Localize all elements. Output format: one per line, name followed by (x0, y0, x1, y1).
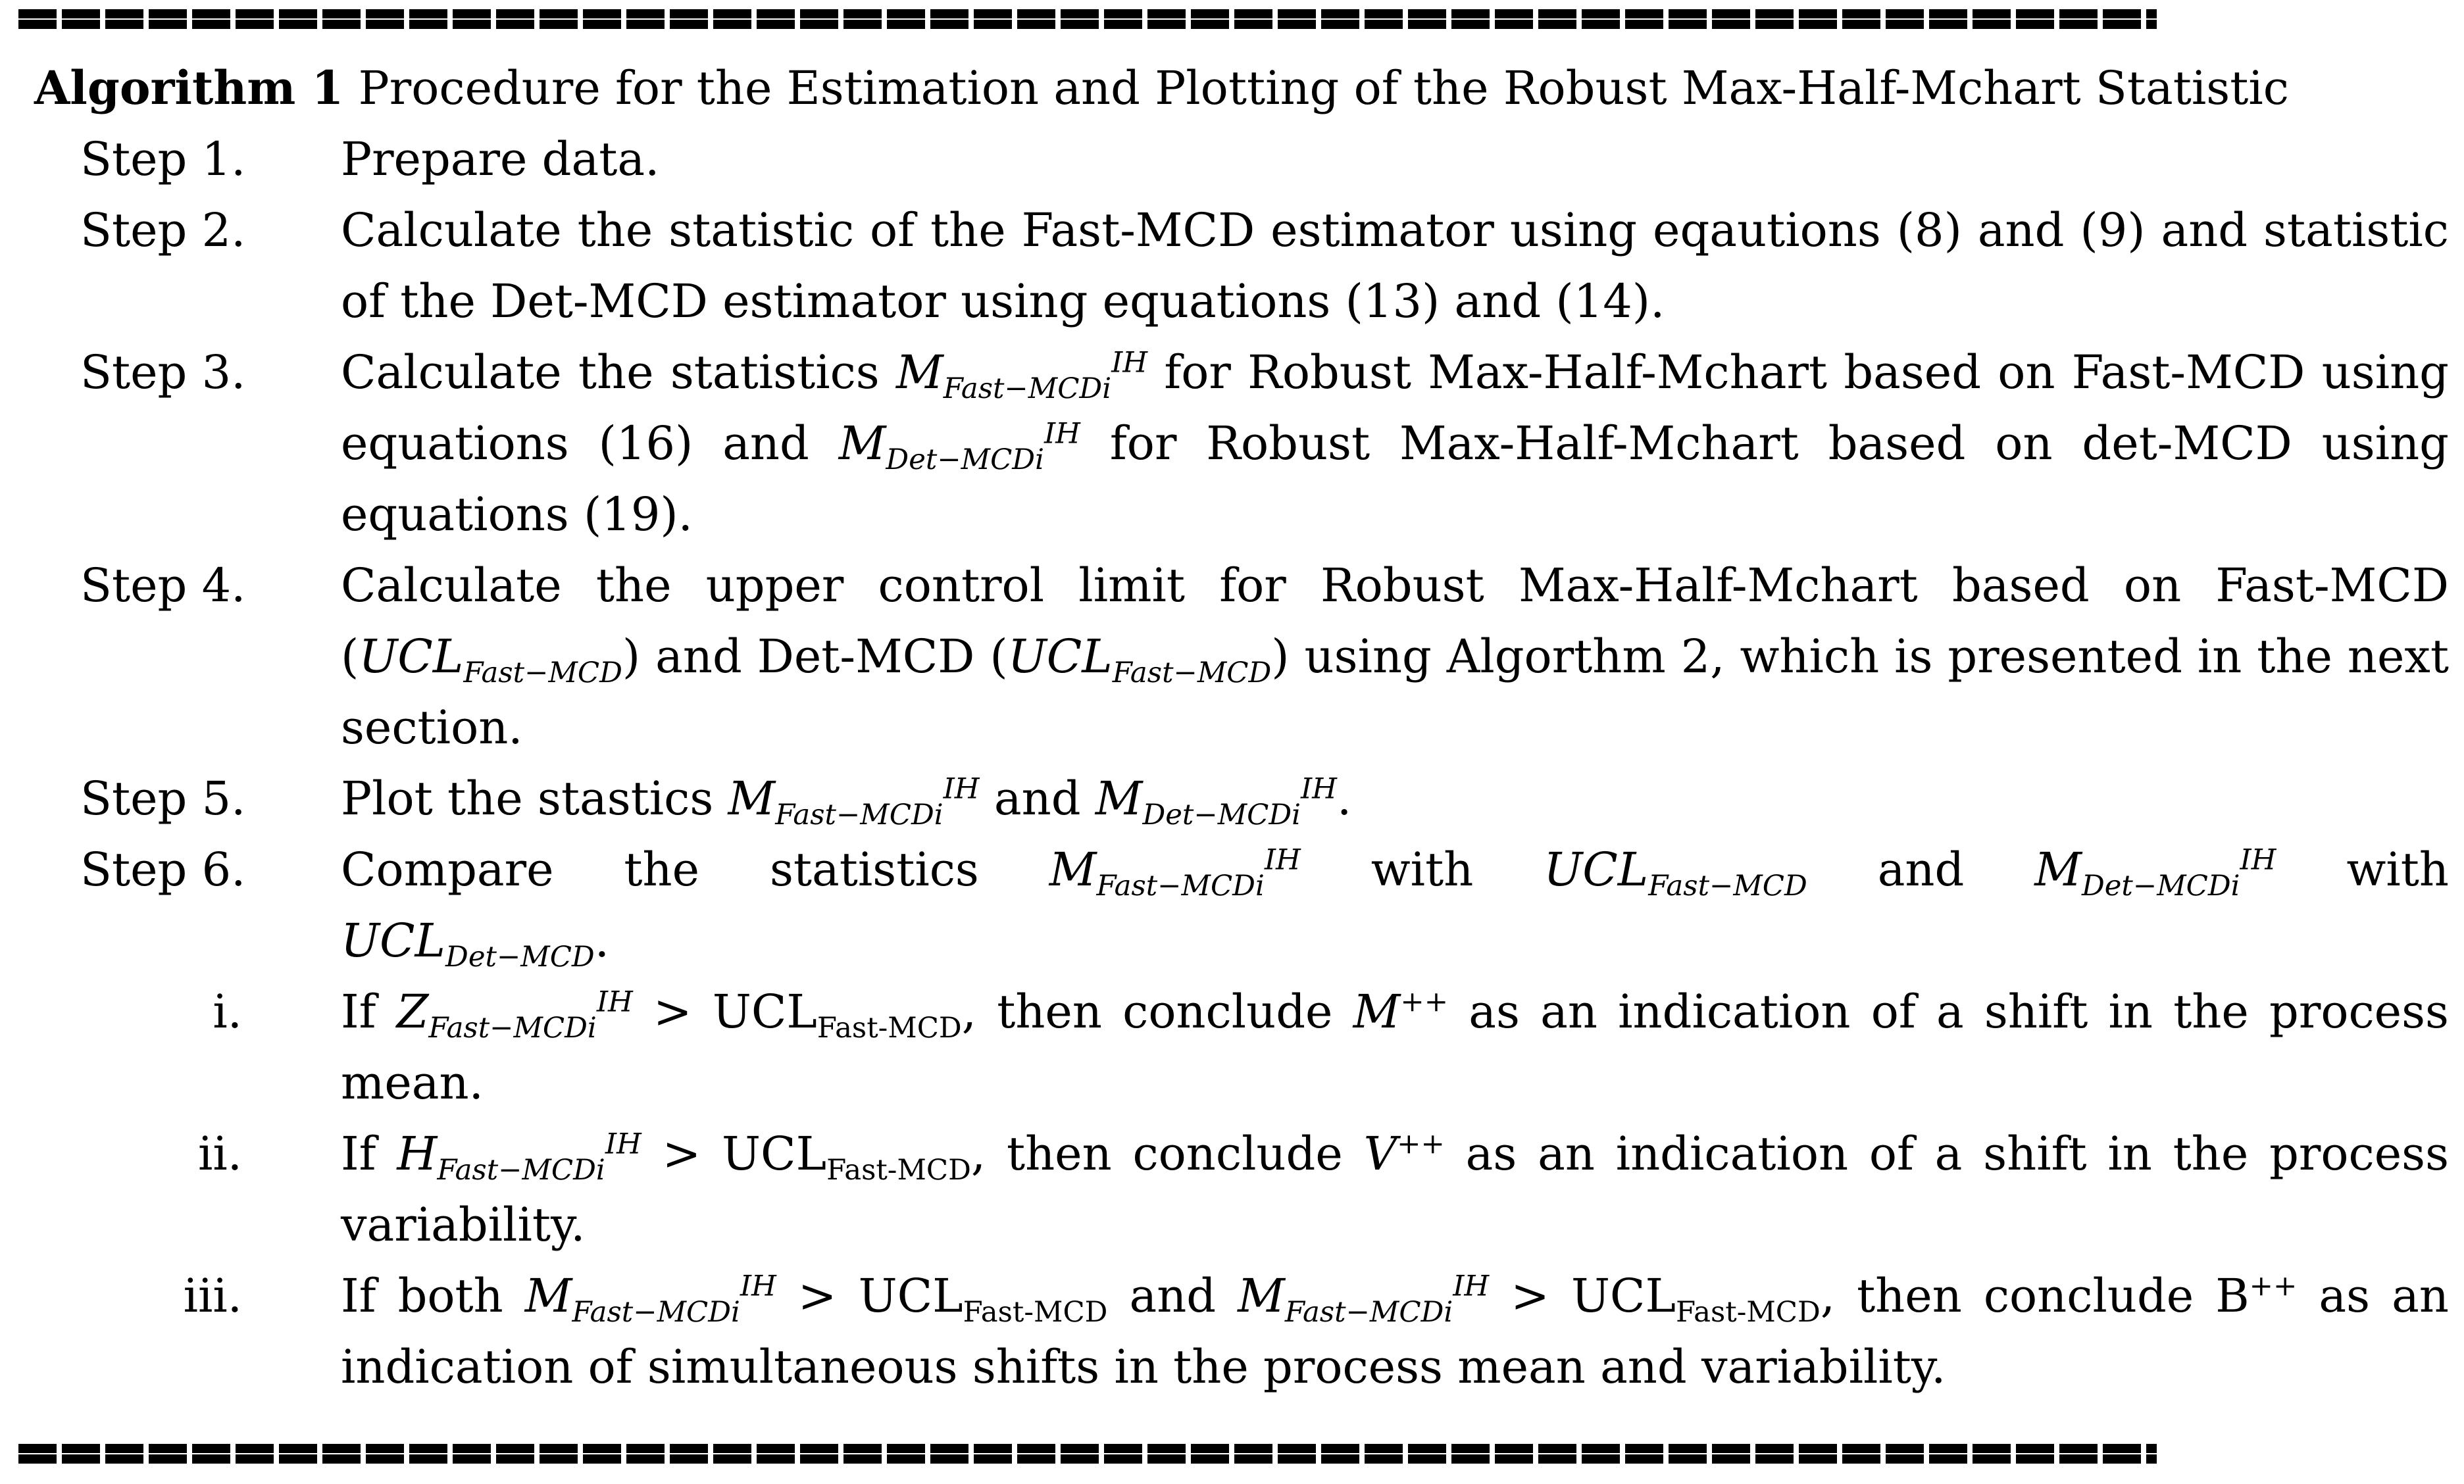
step-label: Step 4. (80, 558, 246, 612)
algorithm-title (34, 53, 2449, 124)
step-text: Calculate the statistics $M_{Fast-MCDi}^{IH}$ for Robust Max-Half-Mchart based on Fast-MCD using equations (16) and $M_{Det-MCDi}^{IH}$ for Robust Max-Half-Mchart based on det-MCD using equations (19). (341, 345, 2449, 541)
step-text: Prepare data. (341, 132, 660, 186)
step-5 (34, 763, 2449, 834)
stat-m-fast: $M_{Fast-MCDi}^{IH}$ (896, 345, 1148, 405)
sub-item-label: i. (213, 985, 242, 1039)
ucl-fast-2: $UCL_{Fast-MCD}$ (1007, 630, 1272, 689)
sub-item-iii (34, 1260, 2449, 1402)
top-double-rule-1 (18, 9, 2157, 18)
step-label: Step 5. (80, 772, 246, 826)
step-3 (34, 337, 2449, 550)
sub-item-text: If $Z_{Fast-MCDi}^{IH} > UCL_{Fast-MCD}$, then conclude M++ as an indication of a shift in the process mean. (341, 985, 2449, 1110)
sub-item-text: If both $M_{Fast-MCDi}^{IH} > UCL_{Fast-MCD}$ and $M_{Fast-MCDi}^{IH} > UCL_{Fast-MCD}$, then conclude B++ as an indication of simultaneous shifts in the process mean and variability. (341, 1269, 2449, 1394)
step-text: Calculate the statistic of the Fast-MCD estimator using eqautions (8) and (9) and statistic of the Det-MCD estimator using equations (13) and (14). (341, 203, 2449, 328)
ucl-fast: $UCL_{Fast-MCD}$ (359, 630, 622, 689)
bottom-double-rule-2 (18, 1454, 2157, 1464)
sub-item-label: ii. (197, 1127, 242, 1181)
step-label: Step 3. (80, 345, 246, 399)
step-text: Plot the stastics $M_{Fast-MCDi}^{IH}$ and $M_{Det-MCDi}^{IH}$. (341, 772, 1352, 831)
step-4 (34, 550, 2449, 763)
stat-m-det: $M_{Det-MCDi}^{IH}$ (838, 416, 1080, 476)
algorithm-title-text: Procedure for the Estimation and Plotting of the Robust Max-Half-Mchart Statistic (358, 61, 2289, 115)
step-2 (34, 195, 2449, 337)
step-6 (34, 834, 2449, 976)
step-text: Calculate the upper control limit for Robust Max-Half-Mchart based on Fast-MCD $(UCL_{Fast-MCD})$ and Det-MCD $(UCL_{Fast-MCD})$ using Algorthm 2, which is presented in the next section. (341, 558, 2450, 754)
top-double-rule-2 (18, 20, 2157, 29)
sub-item-ii (34, 1118, 2449, 1260)
sub-item-text: If $H_{Fast-MCDi}^{IH} > UCL_{Fast-MCD}$, then conclude V++ as an indication of a shift in the process variability. (341, 1127, 2449, 1252)
bottom-double-rule-1 (18, 1444, 2157, 1453)
step-1 (34, 124, 2449, 195)
step-label: Step 1. (80, 132, 246, 186)
algorithm-block (34, 53, 2449, 1402)
step-label: Step 6. (80, 843, 246, 897)
step-label: Step 2. (80, 203, 246, 257)
step-text: Compare the statistics $M_{Fast-MCDi}^{IH}$ with $UCL_{Fast-MCD}$ and $M_{Det-MCDi}^{IH}$ with $UCL_{Det-MCD}$. (341, 843, 2449, 974)
sub-item-label: iii. (183, 1269, 242, 1323)
sub-item-i (34, 976, 2449, 1118)
algorithm-label: Algorithm 1 (34, 61, 344, 115)
